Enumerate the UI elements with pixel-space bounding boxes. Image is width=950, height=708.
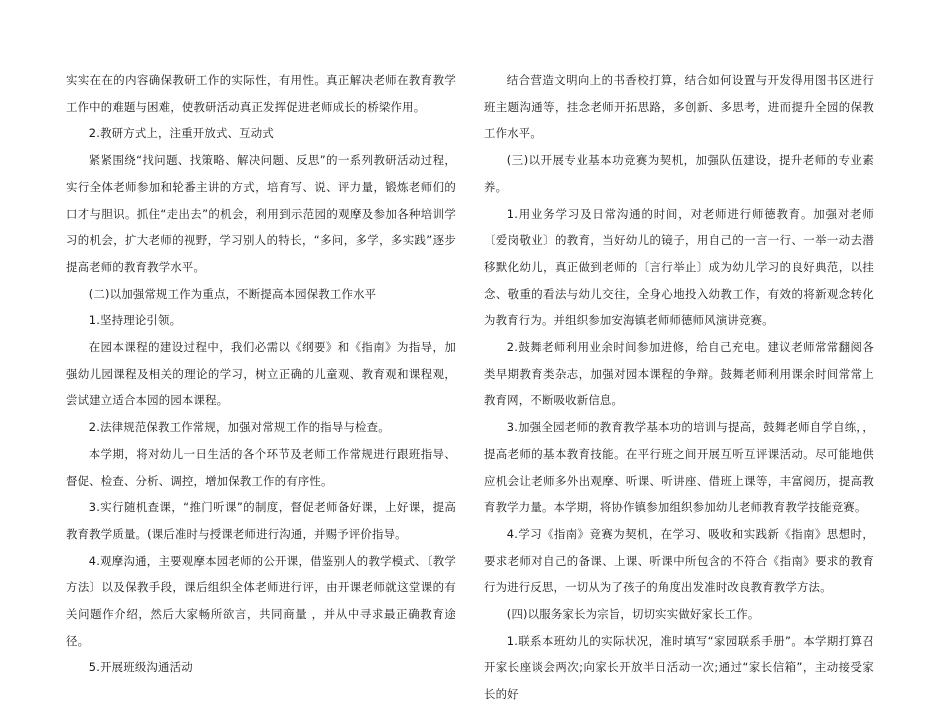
paragraph: (三)以开展专业基本功竞赛为契机，加强队伍建设，提升老师的专业素养。	[484, 153, 874, 194]
paragraph: 结合营造文明向上的书香校打算，结合如何设置与开发得用图书区进行班主题沟通等，挂念老师开拓思路，多创新、多思考，进而提升全园的保教工作水平。	[484, 73, 874, 141]
paragraph: 3.实行随机查课，“推门听课”的制度，督促老师备好课，上好课，提高教育教学质量。(课后准时与授课老师进行沟通，并赐予评价指导。	[66, 500, 456, 541]
paragraph: 1.用业务学习及日常沟通的时间，对老师进行师德教育。加强对老师〔爱岗敬业〕的教育，当好幼儿的镜子，用自己的一言一行、一举一动去潜移默化幼儿，真正做到老师的〔言行举止〕成为幼儿学习的良好典范，以挂念、敬重的看法与幼儿交往，全身心地投入幼教工作，有效的将新观念转化为教育行为。并组织参加安海镇老师师德师风演讲竞赛。	[484, 206, 874, 328]
paragraph: 在园本课程的建设过程中，我们必需以《纲要》和《指南》为指导，加强幼儿园课程及相关的理论的学习，树立正确的儿童观、教育观和课程观，尝试建立适合本园的园本课程。	[66, 340, 456, 408]
paragraph: 2.法律规范保教工作常规，加强对常规工作的指导与检查。	[88, 420, 390, 435]
paragraph: 4.观摩沟通，主要观摩本园老师的公开课，借鉴别人的教学模式、〔教学方法〕以及保教手段，课后组织全体老师进行评，由开课老师就这堂课的有关问题作介绍，然后大家畅所欲言，共同商量 ，并从中寻求最正确教育途径。	[66, 553, 456, 648]
paragraph: 实实在在的内容确保教研工作的实际性，有用性。真正解决老师在教育教学工作中的难题与困难，使教研活动真正发挥促进老师成长的桥梁作用。	[66, 73, 456, 114]
left-column	[66, 67, 456, 681]
paragraph: (四)以服务家长为宗旨，切切实实做好家长工作。	[506, 607, 760, 622]
paragraph: 3.加强全园老师的教育教学基本功的培训与提高，鼓舞老师自学自练，，提高老师的基本教育技能。在平行班之间开展互听互评课活动。尽可能地供应机会让老师多外出观摩、听课、听讲座、借班上课等，丰富阅历，提高教育教学力量。本学期，将协作镇参加组织参加幼儿老师教育教学技能竞赛。	[484, 420, 874, 515]
paragraph: 本学期，将对幼儿一日生活的各个环节及老师工作常规进行跟班指导、督促、检查、分析、调控，增加保教工作的有序性。	[66, 446, 456, 488]
paragraph: (二)以加强常规工作为重点，不断提高本园保教工作水平	[88, 286, 377, 301]
paragraph: 紧紧围绕“找问题、找策略、解决问题、反思”的一系列教研活动过程，实行全体老师参加和轮番主讲的方式，培育写、说、评力量，锻炼老师们的口才与胆识。抓住“走出去”的机会，利用到示范园的观摩及参加各种培训学习的机会，扩大老师的视野，学习别人的特长，“多问，多学，多实践”逐步提高老师的教育教学水平。	[66, 153, 456, 274]
paragraph: 5.开展班级沟通活动	[88, 660, 193, 675]
paragraph: 2.教研方式上，注重开放式、互动式	[88, 126, 274, 141]
paragraph: 4.学习《指南》竞赛为契机，在学习、吸收和实践新《指南》思想时，要求老师对自己的备课、上课、听课中所包含的不符合《指南》要求的教育行为进行反思，一切从为了孩子的角度出发准时改良教育教学方法。	[484, 526, 874, 595]
paragraph: 1.坚持理论引领。	[88, 313, 182, 328]
paragraph: 1.联系本班幼儿的实际状况，准时填写“家园联系手册”。本学期打算召开家长座谈会两次;向家长开放半日活动一次;通过“家长信箱”，主动接受家长的好	[484, 633, 874, 702]
paragraph: 2.鼓舞老师利用业余时间参加进修，给自己充电。建议老师常常翻阅各类早期教育类杂志，加强对园本课程的争辩。鼓舞老师利用课余时间常常上教育网，不断吸收新信息。	[484, 340, 874, 408]
right-column	[484, 67, 874, 708]
